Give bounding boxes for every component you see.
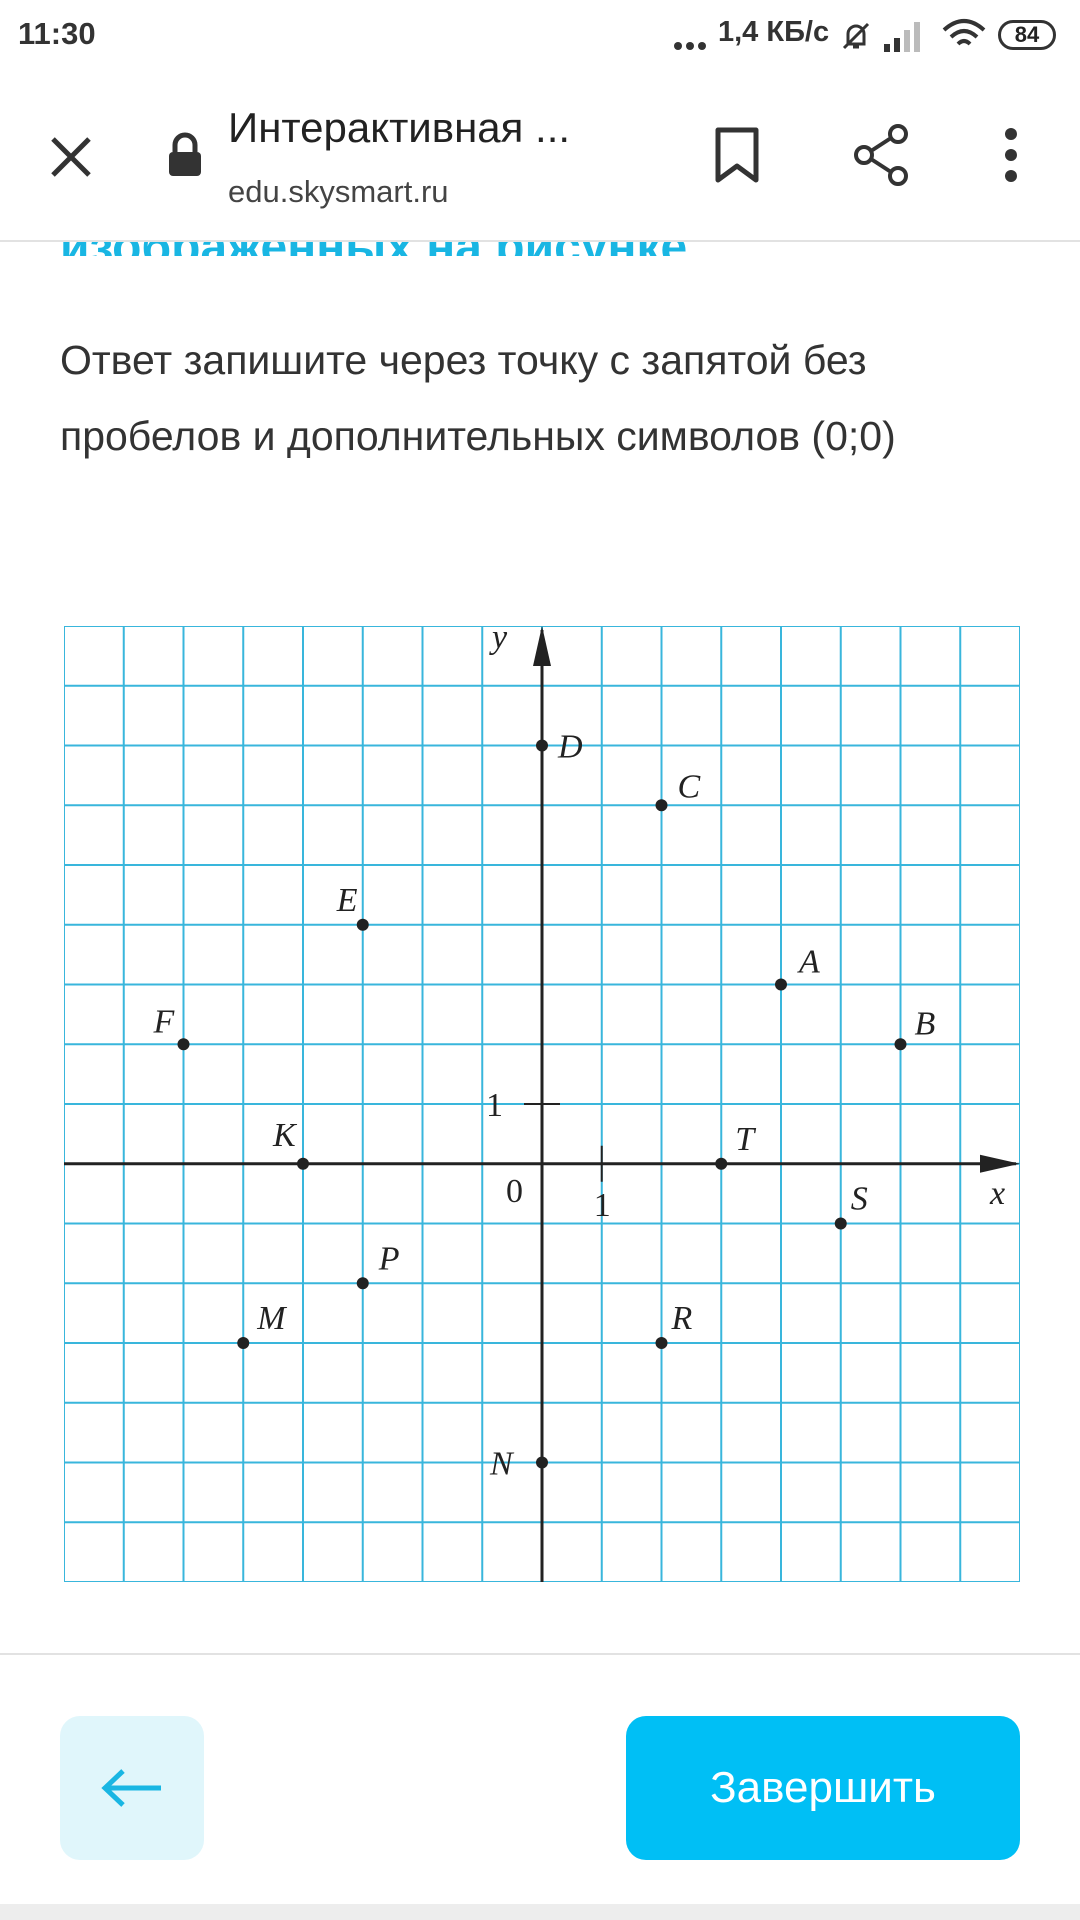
point-label-k: K <box>273 1116 296 1154</box>
origin-label: 0 <box>506 1172 523 1210</box>
point-k <box>297 1158 309 1170</box>
arrow-left-icon <box>99 1768 165 1808</box>
coordinate-grid <box>64 626 1020 1582</box>
x-axis-arrow <box>980 1155 1020 1173</box>
lock-icon <box>166 132 204 178</box>
point-a <box>775 979 787 991</box>
point-label-n: N <box>490 1445 513 1483</box>
point-label-p: P <box>378 1240 400 1278</box>
wifi-icon <box>942 18 986 52</box>
signal-icon <box>882 18 924 52</box>
point-label-r: R <box>671 1300 693 1337</box>
point-f <box>178 1038 190 1050</box>
point-b <box>895 1038 907 1050</box>
close-icon[interactable] <box>48 134 94 180</box>
page-title: Интерактивная ... <box>228 104 571 151</box>
y-axis-label: y <box>492 626 508 656</box>
battery-indicator: 84 <box>998 20 1056 50</box>
back-button[interactable] <box>60 1716 204 1860</box>
x-axis-label: x <box>990 1174 1006 1212</box>
point-label-m: M <box>257 1300 286 1337</box>
point-n <box>536 1457 548 1469</box>
finish-button[interactable]: Завершить <box>626 1716 1020 1860</box>
status-bar <box>0 0 1080 74</box>
more-icon[interactable] <box>998 126 1024 184</box>
point-label-c: C <box>677 768 701 806</box>
point-e <box>357 919 369 931</box>
mute-bell-icon <box>840 20 872 52</box>
bookmark-icon[interactable] <box>712 126 762 184</box>
page-url: edu.skysmart.ru <box>228 174 449 209</box>
point-p <box>357 1277 369 1289</box>
browser-toolbar <box>0 74 1080 242</box>
point-label-b: B <box>914 1005 936 1043</box>
task-instruction: Ответ запишите через точку с запятой без пробелов и дополнительных символов (0;0) <box>60 337 896 459</box>
footer-divider <box>0 1653 1080 1655</box>
network-speed: 1,4 КБ/с <box>718 16 830 48</box>
point-r <box>656 1337 668 1349</box>
point-label-f: F <box>153 1003 175 1041</box>
point-t <box>715 1158 727 1170</box>
point-label-d: D <box>558 728 583 766</box>
point-label-a: A <box>799 943 820 981</box>
point-label-t: T <box>735 1120 755 1158</box>
system-nav-strip <box>0 1904 1080 1920</box>
x-unit-label: 1 <box>593 1186 611 1224</box>
point-s <box>835 1218 847 1230</box>
y-unit-label: 1 <box>486 1087 503 1124</box>
point-m <box>237 1337 249 1349</box>
point-label-e: E <box>336 881 358 919</box>
status-dots <box>674 37 710 55</box>
share-icon[interactable] <box>852 124 912 186</box>
point-label-s: S <box>850 1180 868 1218</box>
coordinate-plane <box>64 626 1020 1582</box>
point-d <box>536 740 548 752</box>
status-time: 11:30 <box>18 16 96 51</box>
y-axis-arrow <box>533 626 551 666</box>
point-c <box>656 799 668 811</box>
